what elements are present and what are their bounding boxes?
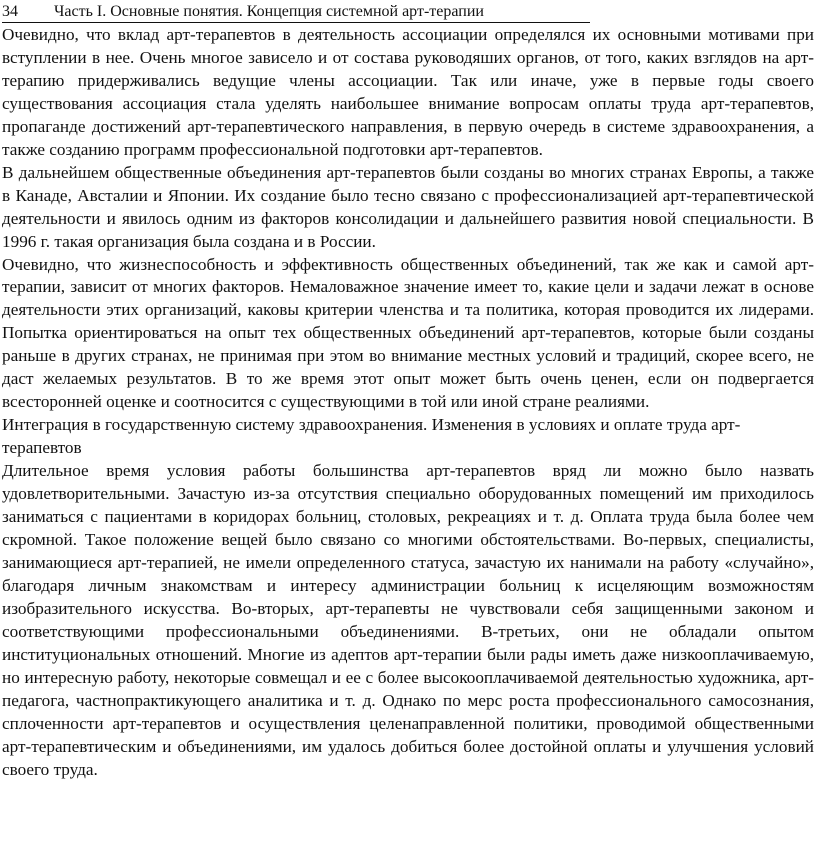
page-number: 34 bbox=[2, 3, 18, 20]
running-header bbox=[2, 0, 590, 23]
paragraph-working-conditions: Длительное время условия работы большинства арт-терапевтов вряд ли можно было назвать удовлетворительными. Зачастую из-за отсутствия специально оборудованных помещений им приходилось заниматься с пациентами в коридорах больниц, столовых, рекреациях и т. д. Оплата труда была более чем скромной. Такое положение вещей было связано со многими обстоятельствами. Во-первых, специалисты, занимающиеся арт-терапией, не имели определенного статуса, зачастую их нанимали на работу «случайно», благодаря личным знакомствам и интересу администрации больниц к исцеляющим возможностям изобразительного искусства. Во-вторых, арт-терапевты не чувствовали себя защищенными законом и соответствующими профессиональными объединениями. В-третьих, они не обладали опытом институциональных отношений. Многие из адептов арт-терапии были рады иметь даже низкооплачиваемую, но интересную работу, некоторые совмещал и ее с более высокооплачиваемой деятельностью художника, арт-педагога, частнопрактикующего аналитика и т. д. Однако по мерс роста профессионального самосознания, сплоченности арт-терапевтов и осуществления целенаправленной политики, проводимой общественными арт-терапевтическим и объединениями, им удалось добиться более достойной оплаты и улучшения условий своего труда. bbox=[2, 461, 814, 779]
paragraph-association-contribution: Очевидно, что вклад арт-терапевтов в деятельность ассоциации определялся их основными мотивами при вступлении в нее. Очень многое зависело и от состава руководяших органов, от того, каких взглядов на арт-терапию придерживались ведущие члены ассоциации. Так или иначе, уже в первые годы своего существования ассоциация стала уделять наибольшее внимание вопросам оплаты труда арт-терапевтов, пропаганде достижений арт-терапевтического направления, в первую очередь в системе здравоохранения, а также созданию программ профессиональной подготовки арт-терапевтов. bbox=[2, 25, 814, 159]
section-heading: Интеграция в государственную систему здравоохранения. Изменения в условиях и оплате труда арт-терапевтов bbox=[2, 415, 741, 458]
paragraph-viability-factors: Очевидно, что жизнеспособность и эффективность общественных объединений, так же как и самой арт-терапии, зависит от многих факторов. Немаловажное значение имеет то, какие цели и задачи лежат в основе деятельности этих организаций, каковы критерии членства и та политика, которая проводится их лидерами. Попытка ориентироваться на опыт тех общественных объединений арт-терапевтов, которые были созданы раньше в других странах, не принимая при этом во внимание местных условий и традиций, скорее всего, не даст желаемых результатов. В то же время этот опыт может быть очень ценен, если он подвергается всесторонней оценке и соотносится с существующими в той или иной стране реалиями. bbox=[2, 254, 814, 412]
page-body bbox=[2, 24, 814, 781]
paragraph-international-associations: В дальнейшем общественные объединения арт-терапевтов были созданы во многих странах Европы, а также в Канаде, Австалии и Японии. Их создание было тесно связано с профессионализацией арт-терапевтической деятельности и явилось одним из факторов консолидации и дальнейшего развития новой специальности. В 1996 г. такая организация была создана и в России. bbox=[2, 162, 814, 251]
chapter-title: Часть I. Основные понятия. Концепция системной арт-терапии bbox=[54, 3, 484, 20]
